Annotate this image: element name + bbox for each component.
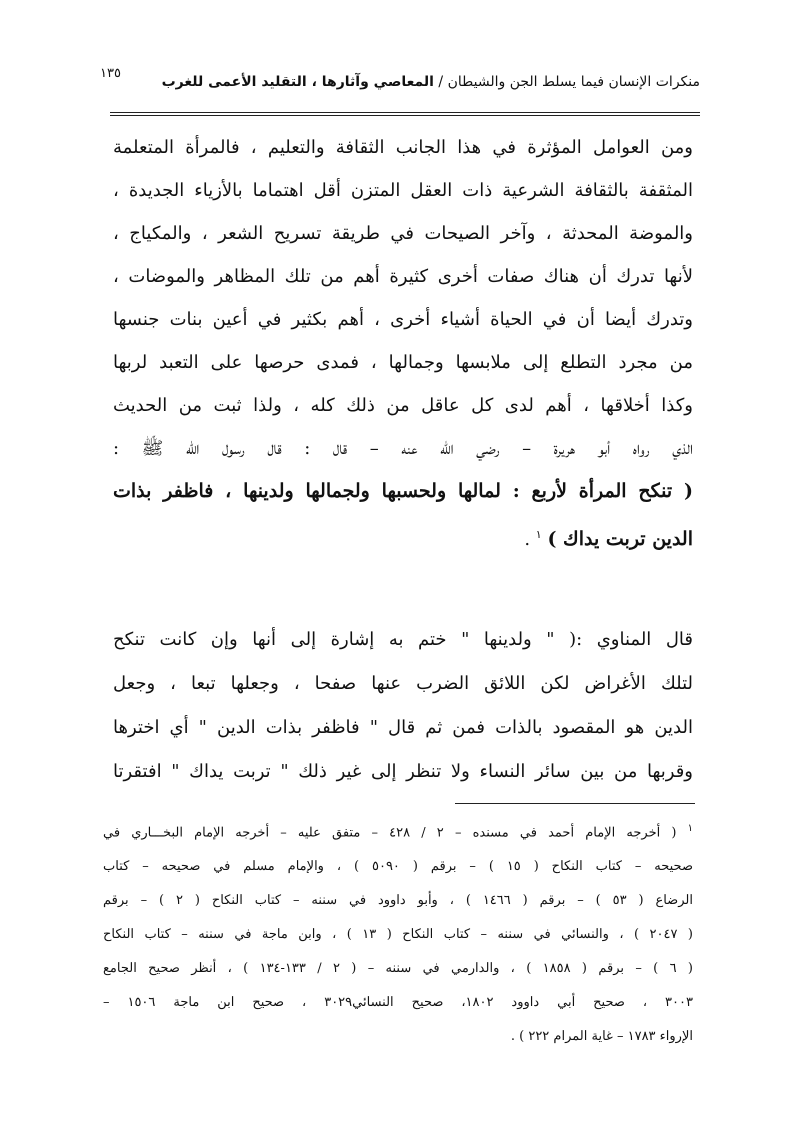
sentence-end-mark: . — [524, 529, 531, 550]
paragraph-line: ومن العوامل المؤثرة في هذا الجانب الثقافة والتعليم ، فالمرأة المتعلمة — [113, 137, 693, 158]
footnote — [103, 812, 693, 1054]
paragraph-line: وتدرك أيضا أن في الحياة أشياء أخرى ، أهم بكثير في أعين بنات جنسها — [113, 309, 693, 330]
footnote-line: ٣٠٠٣ ، صحيح أبي داوود ١٨٠٢، صحيح النسائي٣٠٢٩ ، صحيح ابن ماجة ١٥٠٦ – — [103, 995, 693, 1011]
footnote-line — [103, 812, 693, 850]
footnote-line: صحيحه – كتاب النكاح ( ١٥ ) – برقم ( ٥٠٩٠ ) ، والإمام مسلم في صحيحه – كتاب — [103, 859, 693, 875]
footnote-marker: ١ — [687, 823, 693, 834]
paragraph-2 — [113, 618, 693, 794]
paragraph-line: لأنها تدرك أن هناك صفات أخرى كثيرة أهم من تلك المظاهر والموضات ، — [113, 266, 693, 287]
footnote-line: الرضاع ( ٥٣ ) – برقم ( ١٤٦٦ ) ، وأبو داوود في سننه – كتاب النكاح ( ٢ ) – برقم — [103, 893, 693, 909]
paragraph-line: من مجرد التطلع إلى ملابسها وجمالها ، فمدى حرصها على التعبد لربها — [113, 352, 693, 373]
paragraph-line: قال المناوي :( " ولدينها " ختم به إشارة إلى أنها وإن كانت تنكح — [113, 629, 693, 650]
paragraph-line: والموضة المحدثة ، وآخر الصيحات في طريقة تسريح الشعر ، والمكياج ، — [113, 223, 693, 244]
hadith-last-line — [113, 513, 693, 561]
running-head — [162, 74, 700, 90]
header-rule — [110, 112, 700, 116]
paragraph-line: وقربها من بين سائر النساء ولا تنظر إلى غير ذلك " تربت يداك " افتقرتا — [113, 761, 693, 782]
footnote-line: الإرواء ١٧٨٣ – غاية المرام ٢٢٢ ) . — [510, 1029, 693, 1045]
footnote-separator — [455, 803, 695, 804]
footnote-line: ( ٦ ) – برقم ( ١٨٥٨ ) ، والدارمي في سننه – ( ٢ / ١٣٣-١٣٤ ) ، أنظر صحيح الجامع — [103, 961, 693, 977]
footnote-reference[interactable]: ١ — [535, 528, 542, 541]
paragraph-1 — [113, 126, 693, 561]
footnote-line-text: ( أخرجه الإمام أحمد في مسنده – ٢ / ٤٢٨ – متفق عليه – أخرجه الإمام البخـــاري في — [103, 825, 677, 841]
paragraph-line: الذي رواه أبو هريرة – رضي الله عنه – قال : قال رسول الله ﷺ : — [113, 438, 693, 459]
paragraph-line: الدين هو المقصود بالذات فمن ثم قال " فاظفر بذات الدين " أي اخترها — [113, 717, 693, 738]
paragraph-line: وكذا أخلاقها ، أهم لدى كل عاقل من ذلك كله ، ولذا ثبت من الحديث — [113, 395, 693, 416]
running-head-chapter-title: المعاصي وآثارها ، التقليد الأعمى للغرب — [161, 74, 434, 90]
hadith-text-end: الدين تربت يداك ) — [547, 528, 693, 550]
footnote-line: ( ٢٠٤٧ ) ، والنسائي في سننه – كتاب النكاح ( ١٣ ) ، وابن ماجة في سننه – كتاب النكاح — [103, 927, 693, 943]
hadith-text-line: ( تنكح المرأة لأربع : لمالها ولحسبها ولجمالها ولدينها ، فاظفر بذات — [113, 480, 693, 502]
running-head-book-title: منكرات الإنسان فيما يسلط الجن والشيطان / — [438, 74, 700, 90]
paragraph-line: المثقفة بالثقافة الشرعية ذات العقل المتزن أقل اهتماما بالأزياء الجديدة ، — [113, 180, 693, 201]
paragraph-line: لتلك الأغراض لكن اللائق الضرب عنها صفحا ، وجعلها تبعا ، وجعل — [113, 673, 693, 694]
page-number: ١٣٥ — [100, 66, 121, 81]
